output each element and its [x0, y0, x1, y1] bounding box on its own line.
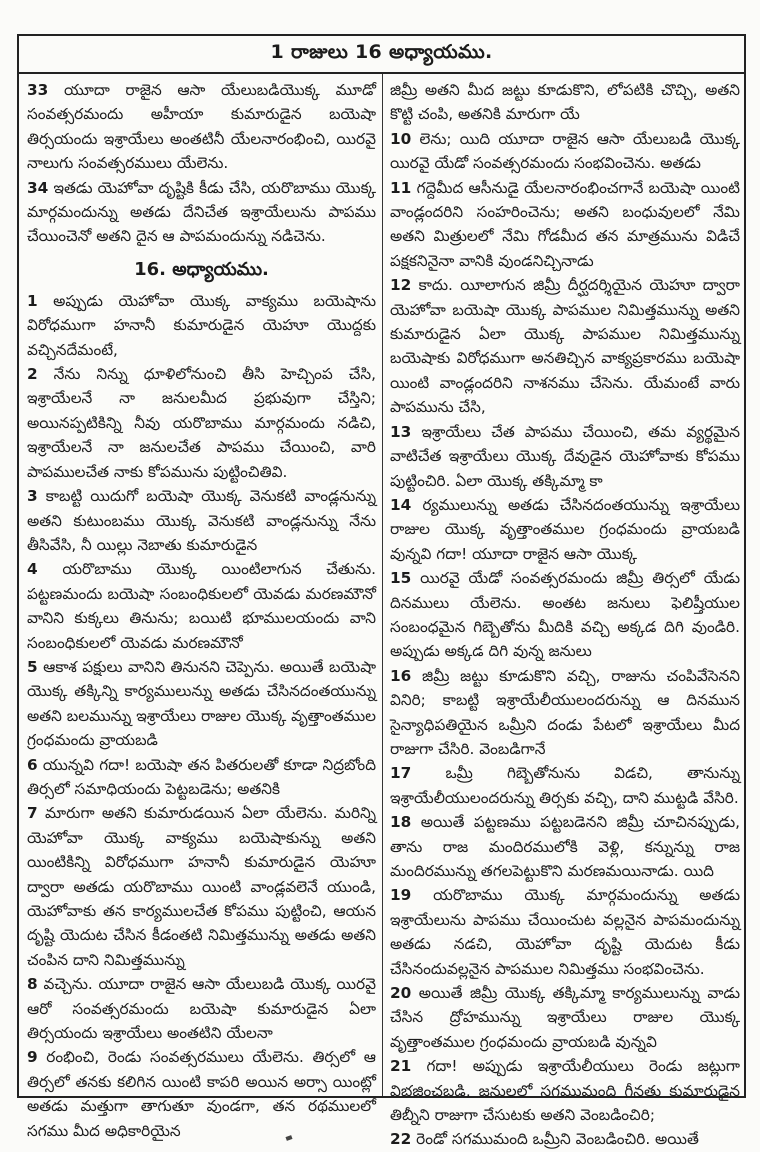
verse-text: ఆకాశ పక్షులు వానిని తినునని చెప్పెను. అయితే బయెషా యొక్క తక్కిన్ని కార్యములున్ను అతడు చేసినదంతయున్ను అతని బలమున్ను ఇశ్రాయేలు రాజుల యొక్క వృత్తాంతముల గ్రంధమందు వ్రాయబడి — [27, 657, 381, 750]
verse-number: 18 — [390, 813, 412, 832]
verse-text: ఇశ్రాయేలు చేత పాపము చేయించి, తమ వ్యర్థమైన వాటిచేత ఇశ్రాయేలు యొక్క దేవుడైన యెహోవాకు కోపము పుట్టించిరి. ఏలా యొక్క తక్కిమ్మా కా — [390, 422, 745, 490]
verse-text: జిమ్రీ జట్టు కూడుకొని వచ్చి, రాజును చంపివేసెనని వినిరి; కాబట్టి ఇశ్రాయేలీయులందరున్ను ఆ దినమున సైన్యాధిపతియైన ఒమ్రీని దండు పేటలో ఇశ్రాయేలు మీద రాజుగా చేసిరి. వెంబడిగానే — [390, 666, 745, 758]
verse-number: 22 — [390, 1130, 412, 1149]
verse-number: 2 — [27, 365, 38, 384]
verse-number: 9 — [27, 1048, 38, 1067]
verse-text: యరొబాము యొక్క యింటిలాగున చేతును. పట్టణమందు బయెషా సంబంధికులలో యెవడు మరణమౌనో వానిని కుక్కలు తినును; బయిటి భూములయందు వాని సంబంధికులలో యెవడు మరణమౌనో — [27, 560, 381, 652]
verse-number: 14 — [390, 495, 412, 514]
verse — [27, 176, 381, 249]
verse — [390, 78, 745, 127]
verse-text: కాబట్టి యిదుగో బయెషా యొక్క వెనుకటి వాండ్లనున్ను అతని కుటుంబము యొక్క వెనుకటి వాండ్లనున్ను నేను తీసివేసి, నీ యిల్లు నెబాతు కుమారుడైన — [27, 487, 381, 554]
verse-text: అయితే పట్టణము పట్టబడెనని జిమ్రీ చూచినప్పుడు, తాను రాజ మందిరములోకి వెళ్లి, కన్నున్ను రాజ మందిరమున్ను తగలపెట్టుకొని మరణమయినాడు. యిది — [390, 813, 745, 880]
verse-number: 16 — [390, 666, 412, 685]
verse-text: జిమ్రీ అతని మీద జట్టు కూడుకొని, లోపటికి చొచ్చి, అతని కొట్టి చంపి, అతనికి మారుగా యే — [390, 81, 745, 124]
verse-number: 11 — [390, 178, 412, 197]
verse-number: 8 — [27, 975, 38, 994]
verse-number: 20 — [390, 984, 412, 1003]
verse — [390, 127, 745, 176]
verse-text: యిరవై యేడో సంవత్సరమందు జిమ్రీ తిర్సలో యేడు దినములు యేలెను. అంతట జనులు ఫెలిష్తీయుల సంబంధమైన గిబ్బెతోను మీదికి వచ్చి అక్కడ దిగి వుండిరి. అప్పుడు అక్కడ దిగి వున్న జనులు — [390, 569, 745, 661]
page-title: 1 రాజులు 16 అధ్యాయము. — [19, 36, 744, 74]
verse-number: 15 — [390, 569, 412, 588]
verse — [390, 810, 745, 883]
verse-number: 1 — [27, 291, 38, 310]
verse-text: ఒమ్రీ గిబ్బెతోనును విడచి, తానున్ను ఇశ్రాయేలీయులందరున్ను తిర్సకు వచ్చి, దాని ముట్టడి వేసిరి. — [390, 764, 745, 807]
verse-number: 19 — [390, 886, 412, 905]
verse-number: 21 — [390, 1057, 412, 1076]
verse-number: 12 — [390, 276, 412, 295]
chapter-heading: 16. అధ్యాయము. — [134, 258, 269, 280]
verse — [27, 362, 381, 484]
left-column — [19, 74, 383, 1140]
verse-number: 5 — [27, 657, 38, 676]
verse-text: గద్దెమీద ఆసీనుడై యేలనారంభించగానే బయెషా యింటి వాండ్లందరిని సంహరించెను; అతని బంధువులలో నేమి అతని మిత్రులలో నేమి గోడమీద తన మాత్రమును విడిచే పక్షకనినైనా వానికి వుండనిచ్చినాడు — [390, 178, 745, 270]
page-frame — [17, 34, 746, 1149]
verse — [390, 273, 745, 419]
verse — [390, 566, 745, 664]
verse — [390, 493, 745, 566]
verse — [27, 78, 381, 176]
verse-text: నేను నిన్ను ధూళిలోనుంచి తీసి హెచ్చింప చేసి, ఇశ్రాయేలనే నా జనులమీద ప్రభువుగా చేస్తిని; అయినప్పటికిన్ని నీవు యరొబాము మార్గమందు నడిచి, ఇశ్రాయేలనే నా జనులచేత పాపము చేయించి, వారి పాపములచేత నాకు కోపమును పుట్టించితివి. — [27, 365, 381, 481]
verse-text: యున్నవి గదా! బయెషా తన పితరులతో కూడా నిద్రబోంది తిర్సలో సమాధియందు పెట్టబడెను; అతనికి — [27, 755, 381, 798]
verse-list-top — [27, 78, 381, 249]
verse-text: రెండో సగముమంది ఒమ్రీని వెంబడించిరి. అయితే — [416, 1130, 699, 1149]
verse-number: 34 — [27, 178, 49, 197]
verse-text: రంభించి, రెండు సంవత్సరములు యేలెను. తిర్సలో ఆ తిర్సలో తనకు కలిగిన యింటి కాపరి అయిన అర్సా యింట్లో అతడు మత్తుగా తాగుతూ వుండగా, తన రథములలో సగము మీద అధికారియైన — [27, 1048, 381, 1140]
verse-list-right — [390, 78, 745, 1152]
verse-number: 10 — [390, 129, 412, 148]
verse — [390, 1054, 745, 1127]
verse-number: 3 — [27, 487, 38, 506]
verse — [27, 801, 381, 972]
verse-number: 7 — [27, 804, 38, 823]
verse-text: అప్పుడు యెహోవా యొక్క వాక్యము బయెషాను విరోధముగా హనానీ కుమారుడైన యెహూ యొద్దకు వచ్చినదేమంటే, — [27, 291, 381, 359]
verse-text: మారుగా అతని కుమారుడయిన ఏలా యేలెను. మరిన్ని యెహోవా యొక్క వాక్యము బయెషాకున్ను అతని యింటికిన్ని విరోధముగా హనానీ కుమారుడైన యెహూ ద్వారా అతడు యరొబాము యింటి వాండ్లవలెనే యుండి, యెహోవాకు తన కార్యములచేత కోపము పుట్టించి, ఆయన దృష్టి యెదుట చేసిన కీడంతటి నిమిత్తమున్ను అతడు అతని చంపిన దాని నిమిత్తమున్ను — [27, 804, 381, 969]
verse — [390, 176, 745, 274]
verse-text: లెను; యిది యూదా రాజైన ఆసా యేలుబడి యొక్క యిరవై యేడో సంవత్సరమందు సంభవించెను. అతడు — [390, 129, 745, 173]
verse-text: యరొబాము యొక్క మార్గమందున్ను అతడు ఇశ్రాయేలును పాపము చేయించుట వల్లనైన పాపమందున్ను అతడు నడచి, యెహోవా దృష్టి యెదుట కీడు చేసినందువల్లనైన పాపముల నిమిత్తము సంభవించెను. — [390, 886, 745, 978]
verse-number: 4 — [27, 560, 38, 579]
verse — [27, 655, 381, 753]
verse — [390, 664, 745, 762]
verse — [27, 484, 381, 557]
verse-text: ఇతడు యెహోవా దృష్టికి కీడు చేసి, యరొబాము యొక్క మార్గమందున్ను అతడు దేనిచేత ఇశ్రాయేలును పాపము చేయించెనో అతని దైన ఆ పాపమందున్ను నడిచెను. — [27, 178, 381, 246]
verse — [390, 420, 745, 493]
verse — [390, 1127, 740, 1151]
verse — [27, 972, 381, 1045]
verse — [390, 883, 745, 981]
verse — [27, 557, 381, 655]
verse — [390, 981, 745, 1054]
verse — [27, 753, 381, 802]
verse — [27, 1045, 381, 1143]
verse-text: వచ్చెను. యూదా రాజైన ఆసా యేలుబడి యొక్క యిరవై ఆరో సంవత్సరమందు బయెషా కుమారుడైన ఏలా తిర్సయందు ఇశ్రాయేలు అంతటిని యేలనా — [27, 975, 381, 1043]
verse-number: 6 — [27, 755, 38, 774]
verse-list-left — [27, 289, 381, 1143]
verse-number: 17 — [390, 764, 412, 783]
verse-text: కాదు. యీలాగున జిమ్రీ దీర్ఘదర్శియైన యెహూ ద్వారా యెహోవా బయెషా యొక్క పాపముల నిమిత్తమున్ను అతని కుమారుడైన ఏలా యొక్క పాపముల నిమిత్తమున్ను బయెషాకు విరోధముగా అనతిచ్చిన వాక్యప్రకారము బయెషా యింటి వాండ్లందరిని నాశనము చేసెను. యేమంటే వారు పాపమును చేసి, — [390, 276, 745, 417]
verse — [27, 289, 381, 362]
verse — [390, 761, 745, 810]
verse-number: 13 — [390, 422, 412, 441]
verse-text: అయితే జిమ్రీ యొక్క తక్కిమ్మా కార్యములున్ను వాడు చేసిన ద్రోహమున్ను ఇశ్రాయేలు రాజుల యొక్క వృత్తాంతముల గ్రంధమందు వ్రాయబడి వున్నవి — [390, 984, 745, 1051]
right-column — [383, 74, 745, 1149]
verse-number: 33 — [27, 81, 49, 99]
verse-text: ర్యములున్ను అతడు చేసినదంతయున్ను ఇశ్రాయేలు రాజుల యొక్క వృత్తాంతముల గ్రంధమందు వ్రాయబడి వున్నవి గదా! యూదా రాజైన ఆసా యొక్క — [390, 495, 745, 563]
verse-text: గదా! అప్పుడు ఇశ్రాయేలీయులు రెండు జట్లుగా విభజించబడి, జనులలో సగముమంది గీనతు కుమారుడైన తిబ్నీని రాజుగా చేసుటకు అతని వెంబడించిరి; — [390, 1057, 745, 1125]
verse-text: యూదా రాజైన ఆసా యేలుబడియొక్క మూడో సంవత్సరమందు అహీయా కుమారుడైన బయెషా తిర్సయందు ఇశ్రాయేలు అంతటినీ యేలనారంభించి, యిరవై నాలుగు సంవత్సరములు యేలెను. — [27, 81, 381, 173]
